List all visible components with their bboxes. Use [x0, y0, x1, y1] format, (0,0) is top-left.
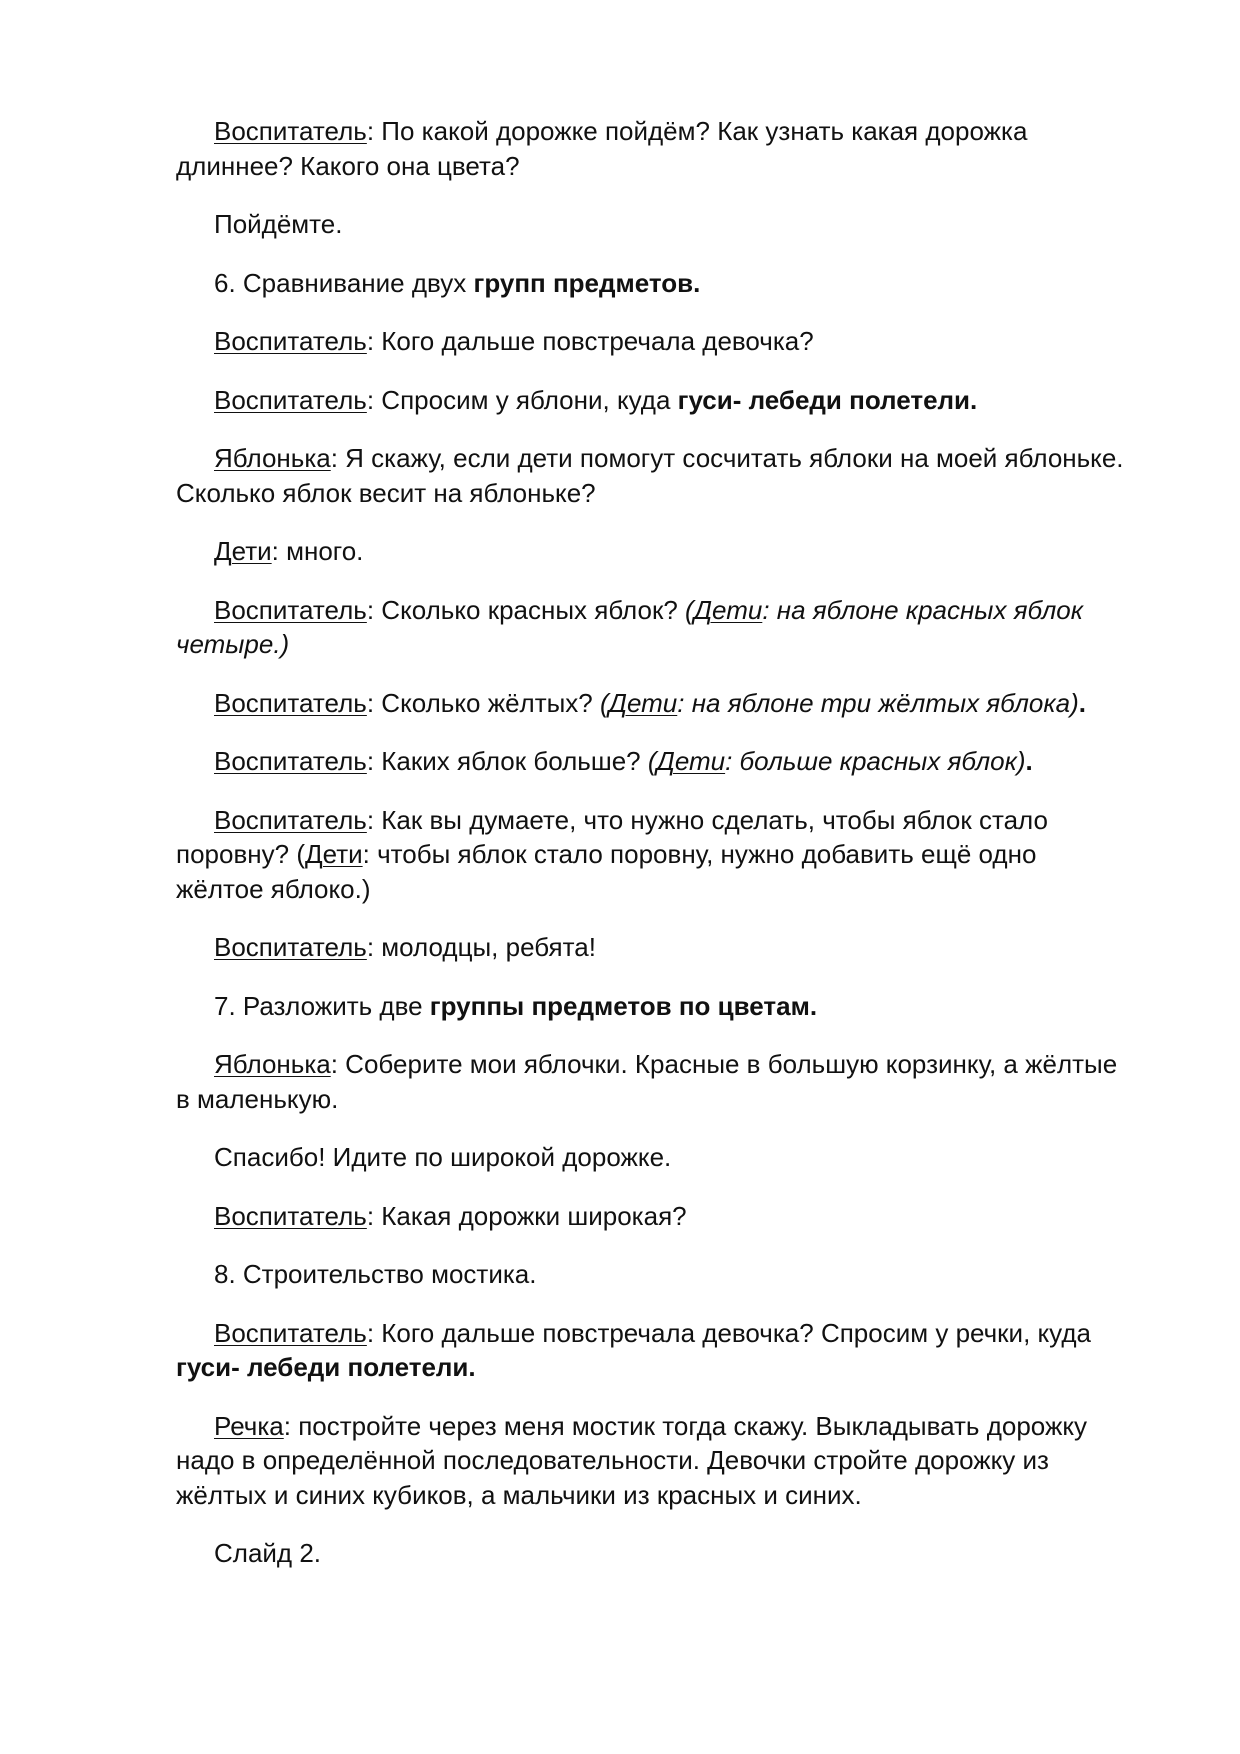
paragraph-text: : Какая дорожки широкая? — [366, 1200, 687, 1231]
paragraph-1 — [176, 114, 1126, 183]
paren-open: ( — [685, 594, 694, 625]
paragraph-14 — [176, 1047, 1126, 1116]
trailing-period: . — [1025, 746, 1033, 776]
paragraph-text: : Сколько красных яблок? — [366, 594, 686, 625]
speaker-label: Дети — [304, 839, 363, 869]
speaker-label: Воспитатель — [214, 804, 367, 835]
paragraph-text: : Как вы думаете, что нужно сделать, чтобы яблок стало поровну? ( — [176, 804, 1048, 869]
paragraph-text: Слайд 2. — [214, 1538, 322, 1568]
paragraph-3 — [176, 266, 1126, 301]
paragraph-text: : Каких яблок больше? — [366, 746, 648, 776]
answer-text: : на яблоне красных яблок четыре.) — [176, 594, 1084, 659]
speaker-label: Воспитатель — [214, 687, 367, 718]
paragraph-text-2: : чтобы яблок стало поровну, нужно добавить ещё одно жёлтое яблоко.) — [176, 839, 1037, 904]
paragraph-text: : По какой дорожке пойдём? Как узнать какая дорожка длиннее? Какого она цвета? — [176, 116, 1028, 181]
paragraph-text: : Кого дальше повстречала девочка? Спросим у речки, куда — [366, 1317, 1091, 1348]
paragraph-text: 6. Сравнивание двух — [214, 267, 474, 298]
speaker-label: Дети — [693, 594, 763, 625]
paragraph-19 — [176, 1409, 1126, 1513]
speaker-label: Речка — [214, 1410, 284, 1441]
paragraph-13 — [176, 989, 1126, 1024]
paragraph-20 — [176, 1536, 1126, 1571]
speaker-label: Воспитатель — [214, 746, 367, 776]
paragraph-8 — [176, 593, 1126, 662]
paren-open: ( — [600, 687, 609, 718]
paragraph-5 — [176, 383, 1126, 418]
speaker-label: Дети — [608, 687, 678, 718]
speaker-label: Воспитатель — [214, 1317, 367, 1348]
paragraph-12 — [176, 930, 1126, 965]
paragraph-4 — [176, 324, 1126, 359]
paragraph-2 — [176, 207, 1126, 242]
speaker-label: Воспитатель — [214, 326, 367, 356]
paragraph-text: 8. Строительство мостика. — [214, 1259, 537, 1289]
paragraph-9 — [176, 686, 1126, 721]
paragraph-6 — [176, 441, 1126, 510]
paragraph-text: : Спросим у яблони, куда — [366, 384, 678, 415]
paragraph-16 — [176, 1199, 1126, 1234]
paren-open: ( — [647, 746, 657, 776]
speaker-label: Воспитатель — [214, 384, 367, 415]
paragraph-17 — [176, 1257, 1126, 1292]
paragraph-text: : много. — [271, 536, 364, 566]
speaker-label: Воспитатель — [214, 116, 367, 146]
paragraph-text: : постройте через меня мостик тогда скажу. Выкладывать дорожку надо в определённой последовательности. Девочки стройте дорожку из жёлтых и синих кубиков, а мальчики из красных и синих. — [176, 1410, 1088, 1510]
paragraph-text: : Кого дальше повстречала девочка? — [366, 326, 814, 356]
italic-answer — [648, 746, 1026, 776]
answer-text: : на яблоне три жёлтых яблока) — [677, 687, 1079, 718]
paragraph-15 — [176, 1140, 1126, 1175]
paragraph-text: : молодцы, ребята! — [366, 932, 596, 962]
paragraph-text: Спасибо! Идите по широкой дорожке. — [214, 1142, 672, 1172]
paragraph-11 — [176, 803, 1126, 907]
speaker-label: Яблонька — [214, 1049, 331, 1079]
speaker-label: Яблонька — [214, 443, 331, 473]
paragraph-text: : Я скажу, если дети помогут сосчитать яблоки на моей яблоньке. Сколько яблок весит на яблоньке? — [176, 443, 1124, 508]
bold-text: гуси- лебеди полетели. — [176, 1352, 476, 1382]
speaker-label: Дети — [214, 536, 272, 566]
paragraph-text: : Соберите мои яблочки. Красные в большую корзинку, а жёлтые в маленькую. — [176, 1049, 1118, 1114]
paragraph-18 — [176, 1316, 1126, 1385]
trailing-period: . — [1078, 687, 1086, 718]
speaker-label: Воспитатель — [214, 594, 367, 625]
bold-text: групп предметов. — [473, 267, 701, 298]
paragraph-10 — [176, 744, 1126, 779]
italic-answer — [600, 688, 1079, 718]
speaker-label: Дети — [656, 746, 726, 776]
document-body — [176, 114, 1126, 1595]
paragraph-7 — [176, 534, 1126, 569]
paragraph-text: : Сколько жёлтых? — [366, 687, 600, 718]
paragraph-text: 7. Разложить две — [214, 990, 430, 1021]
answer-text: : больше красных яблок) — [725, 746, 1026, 776]
speaker-label: Воспитатель — [214, 1200, 367, 1231]
paragraph-text: Пойдёмте. — [214, 209, 343, 239]
bold-text: группы предметов по цветам. — [429, 990, 818, 1021]
bold-text: гуси- лебеди полетели. — [677, 384, 978, 415]
speaker-label: Воспитатель — [214, 932, 367, 962]
